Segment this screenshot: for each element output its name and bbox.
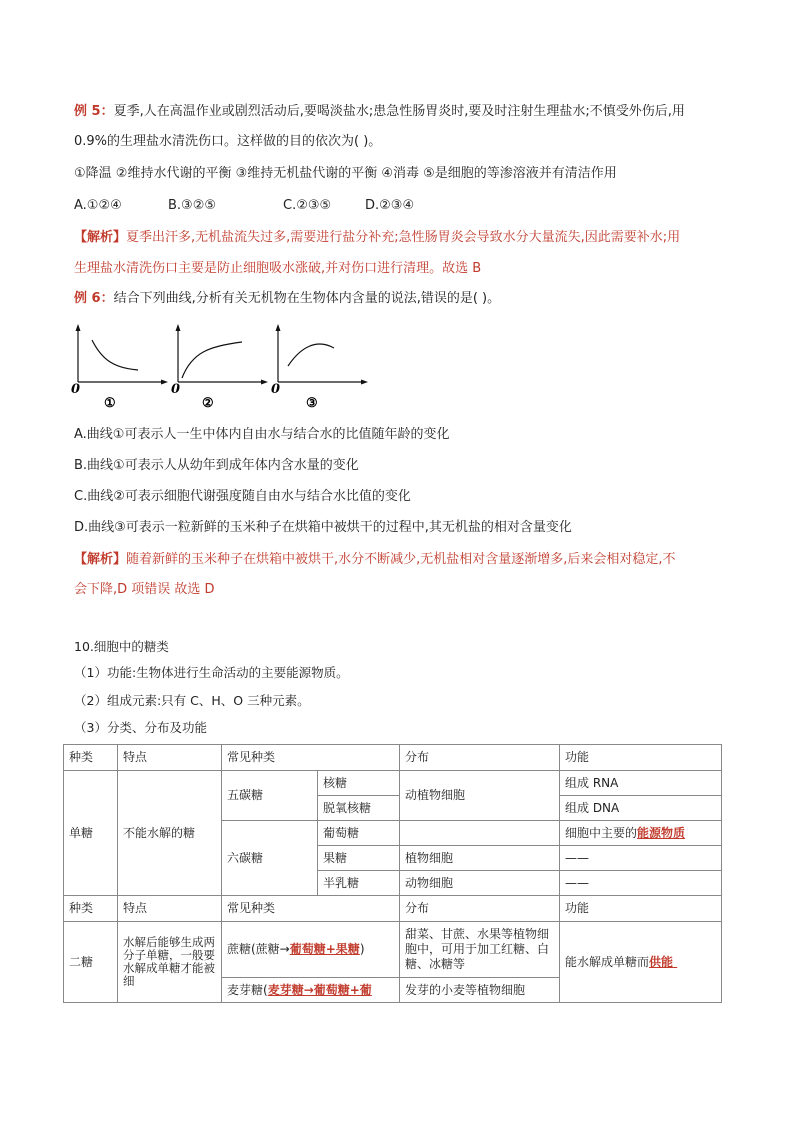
di-feature: 水解后能够生成两分子单糖，一般要水解成单糖才能被细 — [118, 922, 222, 1003]
mono-glucose: 葡萄糖 — [318, 821, 400, 846]
graph-1-origin: 0 — [71, 382, 81, 397]
mono-dist-glucose — [400, 821, 560, 846]
sucrose-suffix: ) — [359, 942, 365, 956]
mono-deoxyribose: 脱氧核糖 — [318, 796, 400, 821]
mono-pentose: 五碳糖 — [222, 771, 318, 821]
th-distribution: 分布 — [400, 745, 560, 771]
curve-graph-2 — [170, 322, 270, 412]
mono-func-fructose: —— — [560, 846, 722, 871]
ex5-line2: 0.9%的生理盐水清洗伤口。这样做的目的依次为( )。 — [74, 134, 382, 149]
mono-func-ribose: 组成 RNA — [560, 771, 722, 796]
curve-graph-1 — [70, 322, 170, 412]
section-p1: （1）功能:生物体进行生命活动的主要能源物质。 — [74, 665, 349, 680]
graph-1-label: ① — [104, 396, 116, 411]
ex6-option-a: A.曲线①可表示人一生中体内自由水与结合水的比值随年龄的变化 — [74, 427, 450, 442]
mono-func-galactose: —— — [560, 871, 722, 896]
th2-feature: 特点 — [118, 896, 222, 922]
ex5-analysis-line1 — [74, 227, 680, 249]
ex6-question: 结合下列曲线,分析有关无机物在生物体内含量的说法,错误的是( )。 — [113, 291, 501, 306]
ex6-question-line — [74, 289, 500, 309]
section-p2: （2）组成元素:只有 C、H、O 三种元素。 — [74, 693, 310, 708]
mono-feature: 不能水解的糖 — [118, 771, 222, 896]
di-kind: 二糖 — [64, 922, 118, 1003]
ex5-analysis-text-1: 夏季出汗多,无机盐流失过多,需要进行盐分补充;急性肠胃炎会导致水分大量流失,因此需要补水;用 — [126, 230, 681, 245]
ex5-analysis-label: 【解析】 — [74, 230, 127, 245]
mono-dist-fructose: 植物细胞 — [400, 846, 560, 871]
di-sucrose — [222, 922, 400, 978]
ex6-option-c: C.曲线②可表示细胞代谢强度随自由水与结合水比值的变化 — [74, 489, 411, 504]
graph-3-origin: 0 — [271, 382, 281, 397]
func-glucose-answer: 能源物质 — [637, 825, 686, 840]
sucrose-prefix: 蔗糖(蔗糖→ — [227, 942, 290, 956]
th2-common: 常见种类 — [222, 896, 400, 922]
table-row — [64, 771, 722, 796]
ex5-option-b: B.③②⑤ — [168, 198, 217, 213]
curve-graph-3 — [270, 322, 370, 412]
sucrose-answer: 葡萄糖+果糖 — [289, 942, 360, 956]
ex6-option-b: B.曲线①可表示人从幼年到成年体内含水量的变化 — [74, 458, 359, 473]
ex6-analysis-label: 【解析】 — [74, 552, 127, 567]
ex6-analysis-text-1: 随着新鲜的玉米种子在烘箱中被烘干,水分不断减少,无机盐相对含量逐渐增多,后来会相对稳定,不 — [126, 552, 676, 567]
th-feature: 特点 — [118, 745, 222, 771]
graph-3-label: ③ — [306, 396, 318, 411]
mono-dist-galactose: 动物细胞 — [400, 871, 560, 896]
func-glucose-prefix: 细胞中主要的 — [565, 825, 638, 840]
di-func-answer: 供能 — [649, 954, 674, 969]
th-common: 常见种类 — [222, 745, 400, 771]
th-kind: 种类 — [64, 745, 118, 771]
ex5-text-1: 夏季,人在高温作业或剧烈活动后,要喝淡盐水;患急性肠胃炎时,要及时注射生理盐水;不慎受外伤后,用 — [113, 104, 685, 119]
th2-distribution: 分布 — [400, 896, 560, 922]
di-dist-sucrose: 甜菜、甘蔗、水果等植物细胞中，可用于加工红糖、白糖、冰糖等 — [400, 922, 560, 978]
di-dist-maltose: 发芽的小麦等植物细胞 — [400, 978, 560, 1003]
mono-ribose: 核糖 — [318, 771, 400, 796]
sugar-table — [63, 744, 722, 1003]
table-header-row — [64, 745, 722, 771]
di-func-prefix: 能水解成单糖而 — [565, 954, 650, 969]
table-header-row-2 — [64, 896, 722, 922]
mono-dist-pentose: 动植物细胞 — [400, 771, 560, 821]
mono-galactose: 半乳糖 — [318, 871, 400, 896]
mono-func-glucose — [560, 821, 722, 846]
graph-2-origin: 0 — [171, 382, 181, 397]
maltose-answer: 麦芽糖→葡萄糖+葡 — [267, 982, 372, 997]
ex5-option-c: C.②③⑤ — [283, 198, 332, 213]
ex6-option-d: D.曲线③可表示一粒新鲜的玉米种子在烘箱中被烘干的过程中,其无机盐的相对含量变化 — [74, 520, 572, 535]
mono-fructose: 果糖 — [318, 846, 400, 871]
th2-function: 功能 — [560, 896, 722, 922]
th-function: 功能 — [560, 745, 722, 771]
ex6-label: 例 6： — [74, 291, 114, 306]
section-title: 10.细胞中的糖类 — [74, 639, 169, 654]
mono-func-deoxy: 组成 DNA — [560, 796, 722, 821]
di-function — [560, 922, 722, 1003]
graph-2-label: ② — [202, 396, 214, 411]
th2-kind: 种类 — [64, 896, 118, 922]
di-maltose — [222, 978, 400, 1003]
ex5-items: ①降温 ②维持水代谢的平衡 ③维持无机盐代谢的平衡 ④消毒 ⑤是细胞的等渗溶液并有清洁作用 — [74, 166, 617, 181]
ex5-label: 例 5： — [74, 104, 114, 119]
section-p3: （3）分类、分布及功能 — [74, 720, 207, 735]
ex5-analysis-line2: 生理盐水清洗伤口主要是防止细胞吸水涨破,并对伤口进行清理。故选 B — [74, 261, 482, 276]
ex5-line1 — [74, 102, 685, 122]
maltose-prefix: 麦芽糖( — [227, 982, 268, 997]
ex5-option-a: A.①②④ — [74, 198, 122, 213]
ex5-option-d: D.②③④ — [365, 198, 415, 213]
ex6-analysis-line1 — [74, 549, 676, 571]
table-row — [64, 922, 722, 978]
mono-kind: 单糖 — [64, 771, 118, 896]
mono-hexose: 六碳糖 — [222, 821, 318, 896]
ex6-analysis-line2: 会下降,D 项错误 故选 D — [74, 582, 215, 597]
